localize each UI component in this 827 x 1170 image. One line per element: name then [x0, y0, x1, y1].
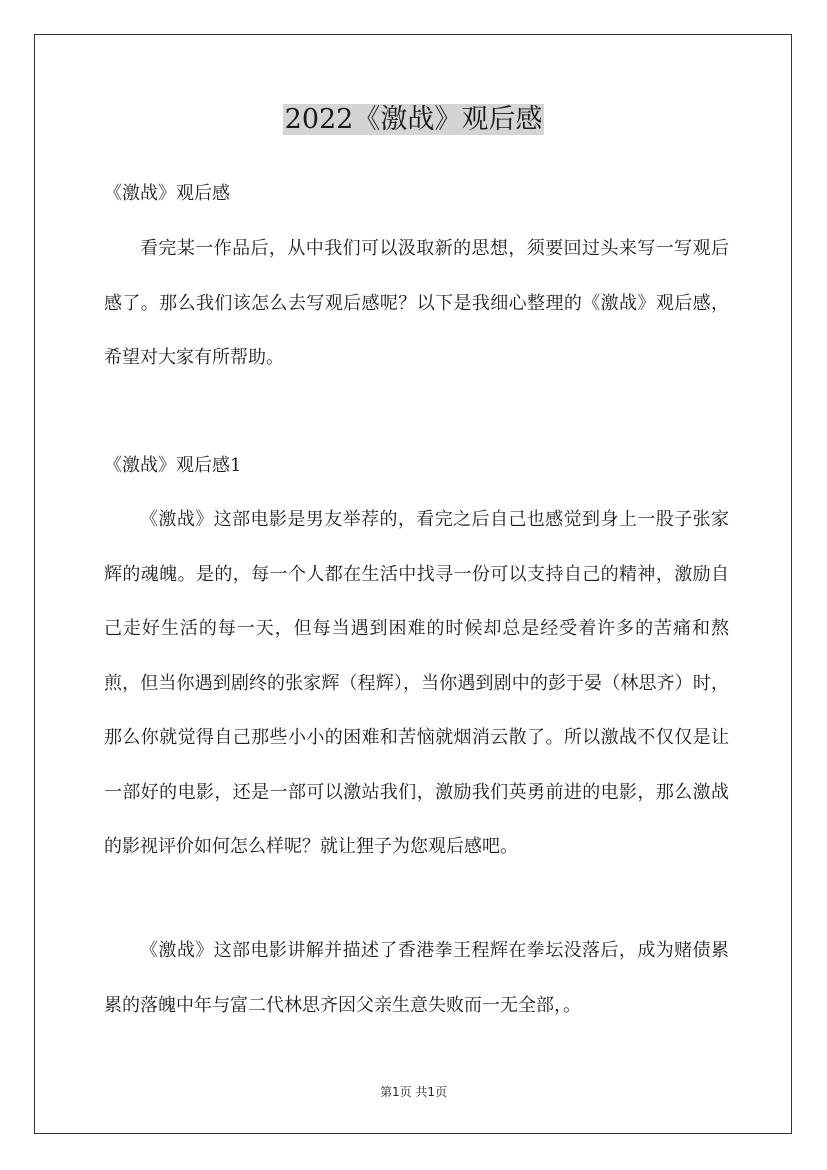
document-title-text: 2022《激战》观后感 [284, 104, 543, 135]
document-subtitle: 《激战》观后感 [104, 183, 230, 204]
page-footer: 第1页 共1页 [379, 1085, 448, 1099]
document-title [0, 100, 827, 140]
section-heading: 《激战》观后感1 [104, 455, 242, 476]
body-paragraph-1: 《激战》这部电影是男友举荐的，看完之后自己也感觉到身上一股子张家辉的魂魄。是的，每一个人都在生活中找寻一份可以支持自己的精神，激励自己走好生活的每一天，但每当遇到困难的时候却总是经受着许多的苦痛和熬煎，但当你遇到剧终的张家辉（程辉），当你遇到剧中的彭于晏（林思齐）时，那么你就觉得自己那些小小的困难和苦恼就烟消云散了。所以激战不仅仅是让一部好的电影，还是一部可以激站我们，激励我们英勇前进的电影，那么激战的影视评价如何怎么样呢？就让狸子为您观后感吧。 [104, 509, 729, 857]
body-paragraph-2: 《激战》这部电影讲解并描述了香港拳王程辉在拳坛没落后，成为赌债累累的落魄中年与富二代林思齐因父亲生意失败而一无全部，。 [104, 940, 729, 1016]
intro-paragraph: 看完某一作品后，从中我们可以汲取新的思想，须要回过头来写一写观后感了。那么我们该怎么去写观后感呢？以下是我细心整理的《激战》观后感，希望对大家有所帮助。 [104, 238, 729, 368]
